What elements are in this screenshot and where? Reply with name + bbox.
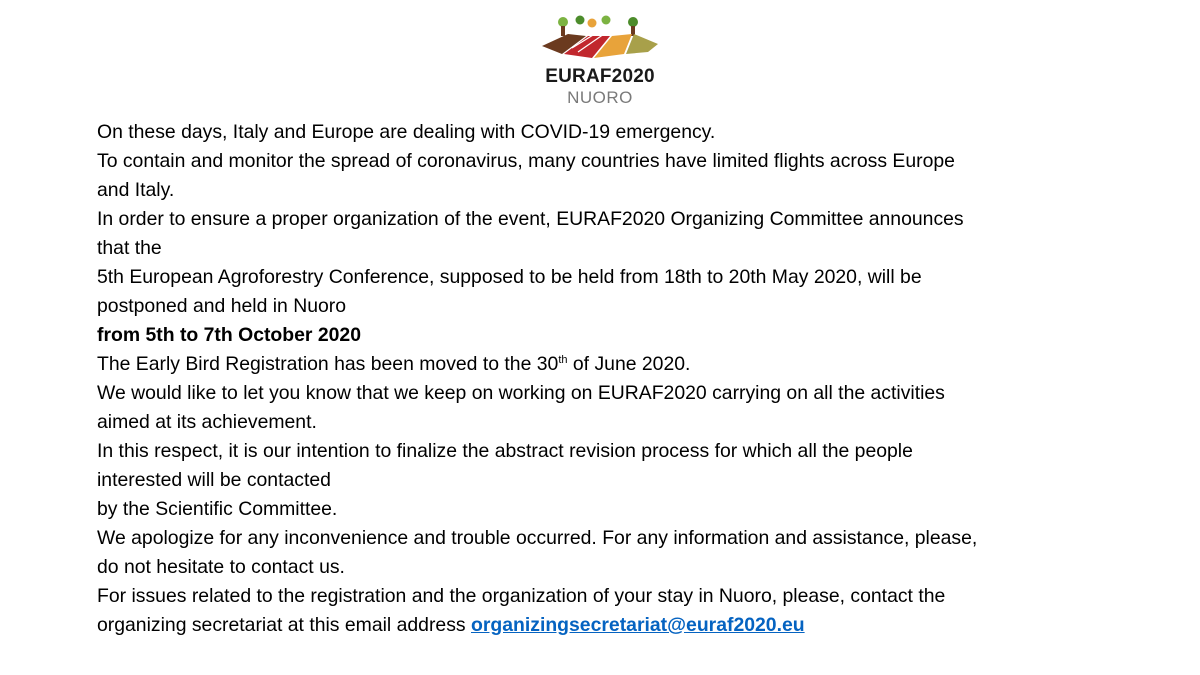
paragraph-committee-line1: In order to ensure a proper organization of the event, EURAF2020 Organizing Committee announces xyxy=(97,208,964,230)
paragraph-flights-line2: and Italy. xyxy=(97,179,175,201)
announcement-text xyxy=(97,118,1187,640)
paragraph-apology-line2: do not hesitate to contact us. xyxy=(97,556,345,578)
paragraph-conference-line2: postponed and held in Nuoro xyxy=(97,295,347,317)
euraf2020-logo xyxy=(520,10,680,110)
paragraph-abstract-line3: by the Scientific Committee. xyxy=(97,498,338,520)
paragraph-flights-line1: To contain and monitor the spread of coronavirus, many countries have limited flights across Europe xyxy=(97,150,955,172)
early-bird-ordinal: th xyxy=(558,354,568,366)
paragraph-apology-line1: We apologize for any inconvenience and trouble occurred. For any information and assistance, please, xyxy=(97,527,978,549)
paragraph-working-line2: aimed at its achievement. xyxy=(97,411,317,433)
paragraph-covid: On these days, Italy and Europe are dealing with COVID-19 emergency. xyxy=(97,121,716,143)
paragraph-contact-line2 xyxy=(97,611,1187,640)
logo-subtitle: NUORO xyxy=(567,88,633,107)
paragraph-abstract-line2: interested will be contacted xyxy=(97,469,331,491)
early-bird-text: The Early Bird Registration has been moved to the 30 xyxy=(97,353,559,375)
logo-title: EURAF2020 xyxy=(545,66,655,87)
paragraph-committee-line2: that the xyxy=(97,237,162,259)
contact-text: organizing secretariat at this email address xyxy=(97,614,471,636)
early-bird-month: of June 2020. xyxy=(567,353,691,375)
paragraph-conference-line1: 5th European Agroforestry Conference, supposed to be held from 18th to 20th May 2020, will be xyxy=(97,266,922,288)
email-link[interactable]: organizingsecretariat@euraf2020.eu xyxy=(471,614,805,636)
paragraph-early-bird xyxy=(97,350,1187,379)
paragraph-abstract-line1: In this respect, it is our intention to finalize the abstract revision process for which all the people xyxy=(97,440,913,462)
new-dates: from 5th to 7th October 2020 xyxy=(97,324,361,346)
paragraph-contact-line1: For issues related to the registration and the organization of your stay in Nuoro, please, contact the xyxy=(97,585,946,607)
paragraph-working-line1: We would like to let you know that we keep on working on EURAF2020 carrying on all the activities xyxy=(97,382,945,404)
euraf-field-emblem-icon xyxy=(528,10,672,66)
